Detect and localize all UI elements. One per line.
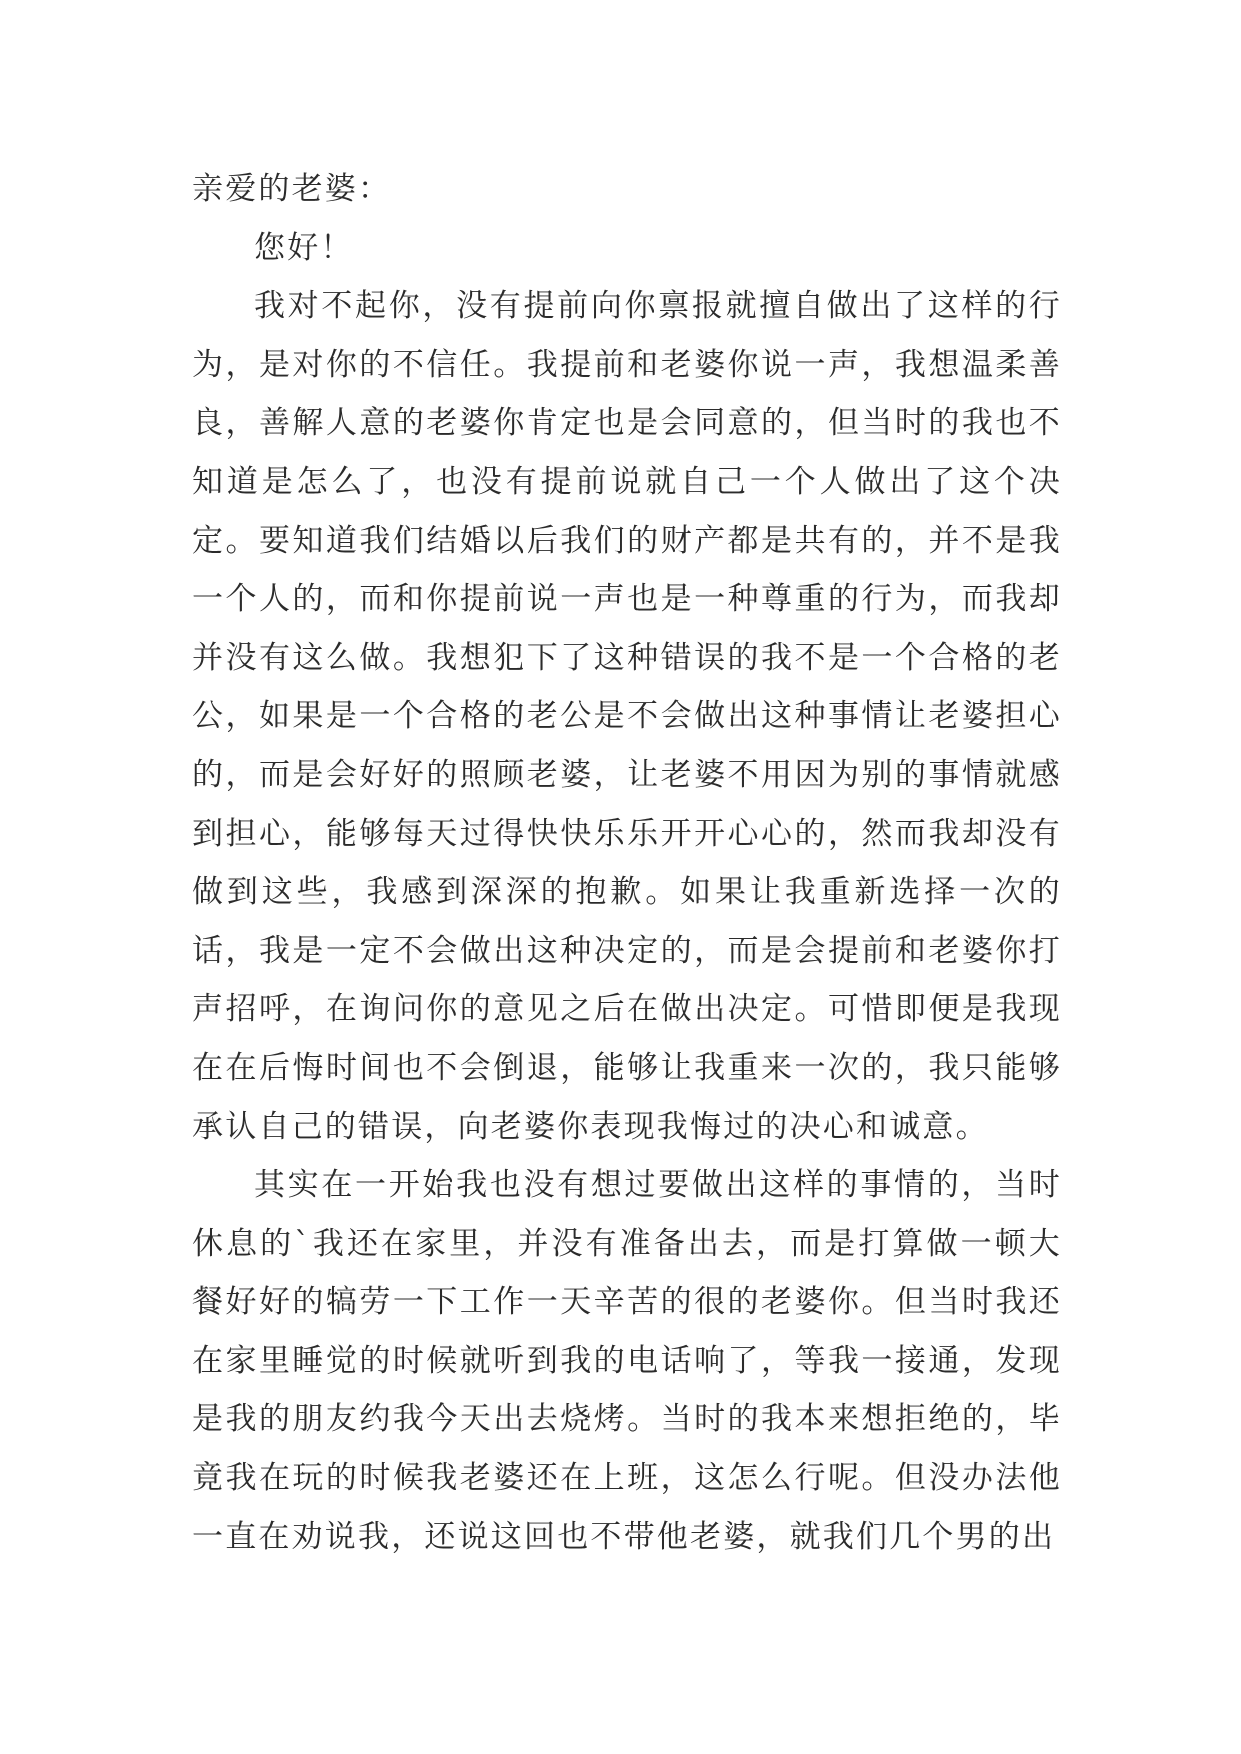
apology-paragraph: 我对不起你，没有提前向你禀报就擅自做出了这样的行为，是对你的不信任。我提前和老婆你说一声，我想温柔善良，善解人意的老婆你肯定也是会同意的，但当时的我也不知道是怎么了，也没有提前说就自己一个人做出了这个决定。要知道我们结婚以后我们的财产都是共有的，并不是我一个人的，而和你提前说一声也是一种尊重的行为，而我却并没有这么做。我想犯下了这种错误的我不是一个合格的老公，如果是一个合格的老公是不会做出这种事情让老婆担心的，而是会好好的照顾老婆，让老婆不用因为别的事情就感到担心，能够每天过得快快乐乐开开心心的，然而我却没有做到这些，我感到深深的抱歉。如果让我重新选择一次的话，我是一定不会做出这种决定的，而是会提前和老婆你打声招呼，在询问你的意见之后在做出决定。可惜即便是我现在在后悔时间也不会倒退，能够让我重来一次的，我只能够承认自己的错误，向老婆你表现我悔过的决心和诚意。 bbox=[192, 288, 1062, 1145]
explanation-paragraph: 其实在一开始我也没有想过要做出这样的事情的，当时休息的`我还在家里，并没有准备出去，而是打算做一顿大餐好好的犒劳一下工作一天辛苦的很的老婆你。但当时我还在家里睡觉的时候就听到我的电话响了，等我一接通，发现是我的朋友约我今天出去烧烤。当时的我本来想拒绝的，毕竟我在玩的时候我老婆还在上班，这怎么行呢。但没办法他一直在劝说我，还说这回也不带他老婆，就我们几个男的出 bbox=[192, 1167, 1062, 1555]
letter-body bbox=[192, 160, 1062, 1566]
greeting-paragraph: 您好！ bbox=[254, 229, 354, 266]
salutation: 亲爱的老婆： bbox=[192, 171, 392, 207]
